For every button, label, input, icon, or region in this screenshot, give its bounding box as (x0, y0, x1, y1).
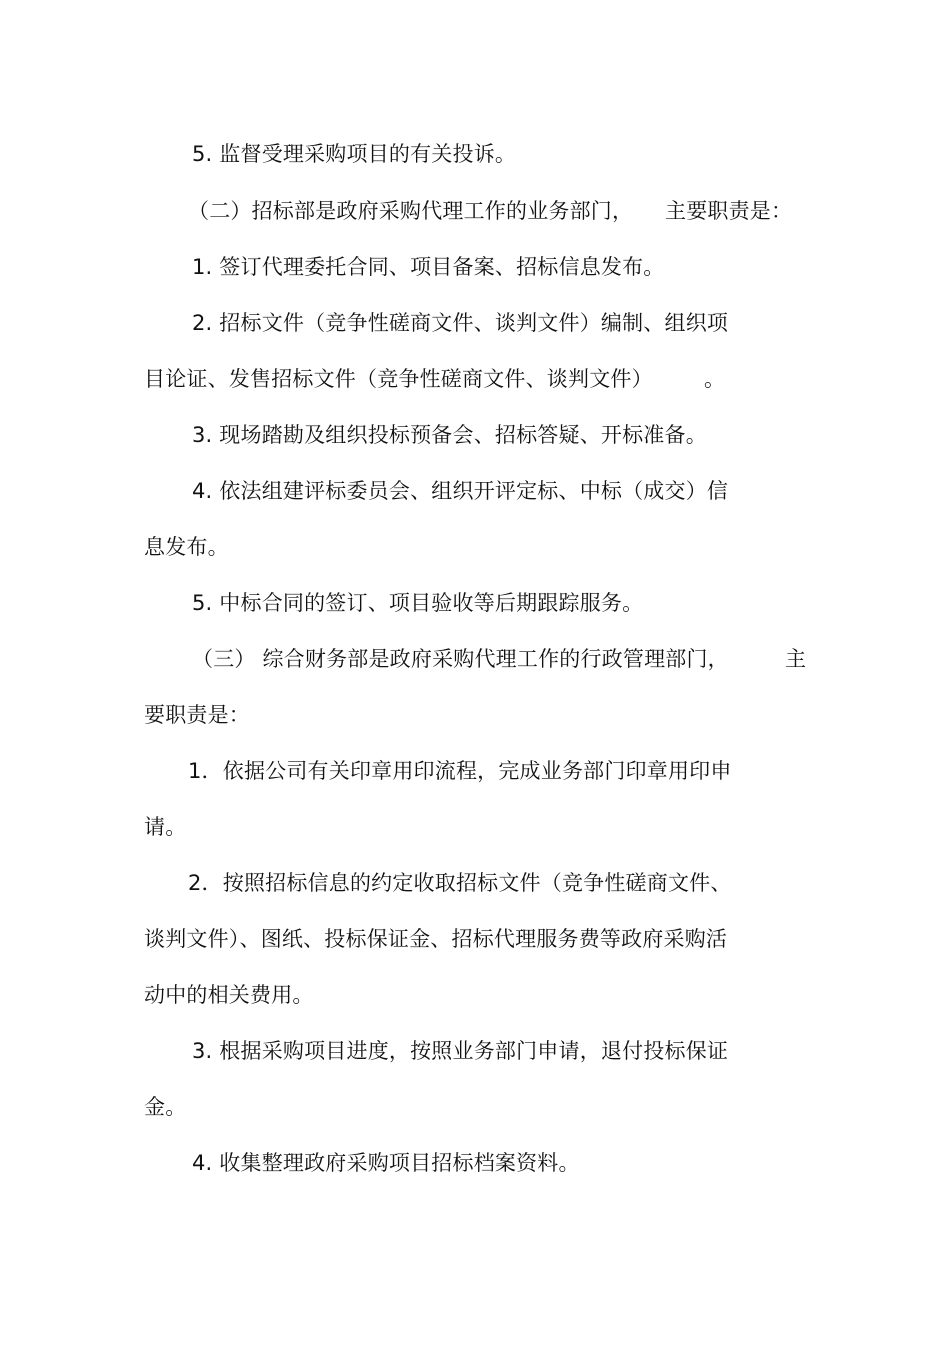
section-3-item-1-line-2: 请。 (144, 815, 187, 839)
section-3-item-2-line-1: 2．按照招标信息的约定收取招标文件（竞争性磋商文件、 (188, 871, 732, 895)
section-2-item-2-line-2: 目论证、发售招标文件（竞争性磋商文件、谈判文件） (144, 367, 653, 391)
section-3-heading-tail: 主 (785, 647, 807, 671)
section-3-item-1-line-1: 1．依据公司有关印章用印流程，完成业务部门印章用印申 (188, 759, 732, 783)
section-2-heading-tail: 主要职责是： (665, 199, 793, 223)
section-2-item-4-line-2: 息发布。 (144, 535, 229, 559)
section-3-item-3-line-2: 金。 (144, 1095, 187, 1119)
list-item-5-complaints: 5. 监督受理采购项目的有关投诉。 (192, 142, 517, 166)
section-2-item-2-period: 。 (704, 367, 726, 391)
section-2-item-5: 5. 中标合同的签订、项目验收等后期跟踪服务。 (192, 591, 644, 615)
section-2-heading: （二）招标部是政府采购代理工作的业务部门， (188, 199, 634, 223)
section-2-item-1: 1. 签订代理委托合同、项目备案、招标信息发布。 (192, 255, 665, 279)
section-3-item-2-line-3: 动中的相关费用。 (144, 983, 314, 1007)
section-2-item-2-line-1: 2. 招标文件（竞争性磋商文件、谈判文件）编制、组织项 (192, 311, 729, 335)
section-3-item-2-line-2: 谈判文件）、图纸、投标保证金、招标代理服务费等政府采购活 (144, 927, 728, 951)
section-2-item-3: 3. 现场踏勘及组织投标预备会、招标答疑、开标准备。 (192, 423, 707, 447)
section-3-heading: （三） 综合财务部是政府采购代理工作的行政管理部门， (192, 647, 729, 671)
section-3-item-3-line-1: 3. 根据采购项目进度，按照业务部门申请，退付投标保证 (192, 1039, 729, 1063)
section-3-heading-line-2: 要职责是： (144, 703, 250, 727)
section-2-item-4-line-1: 4. 依法组建评标委员会、组织开评定标、中标（成交）信 (192, 479, 729, 503)
section-3-item-4: 4. 收集整理政府采购项目招标档案资料。 (192, 1151, 580, 1175)
